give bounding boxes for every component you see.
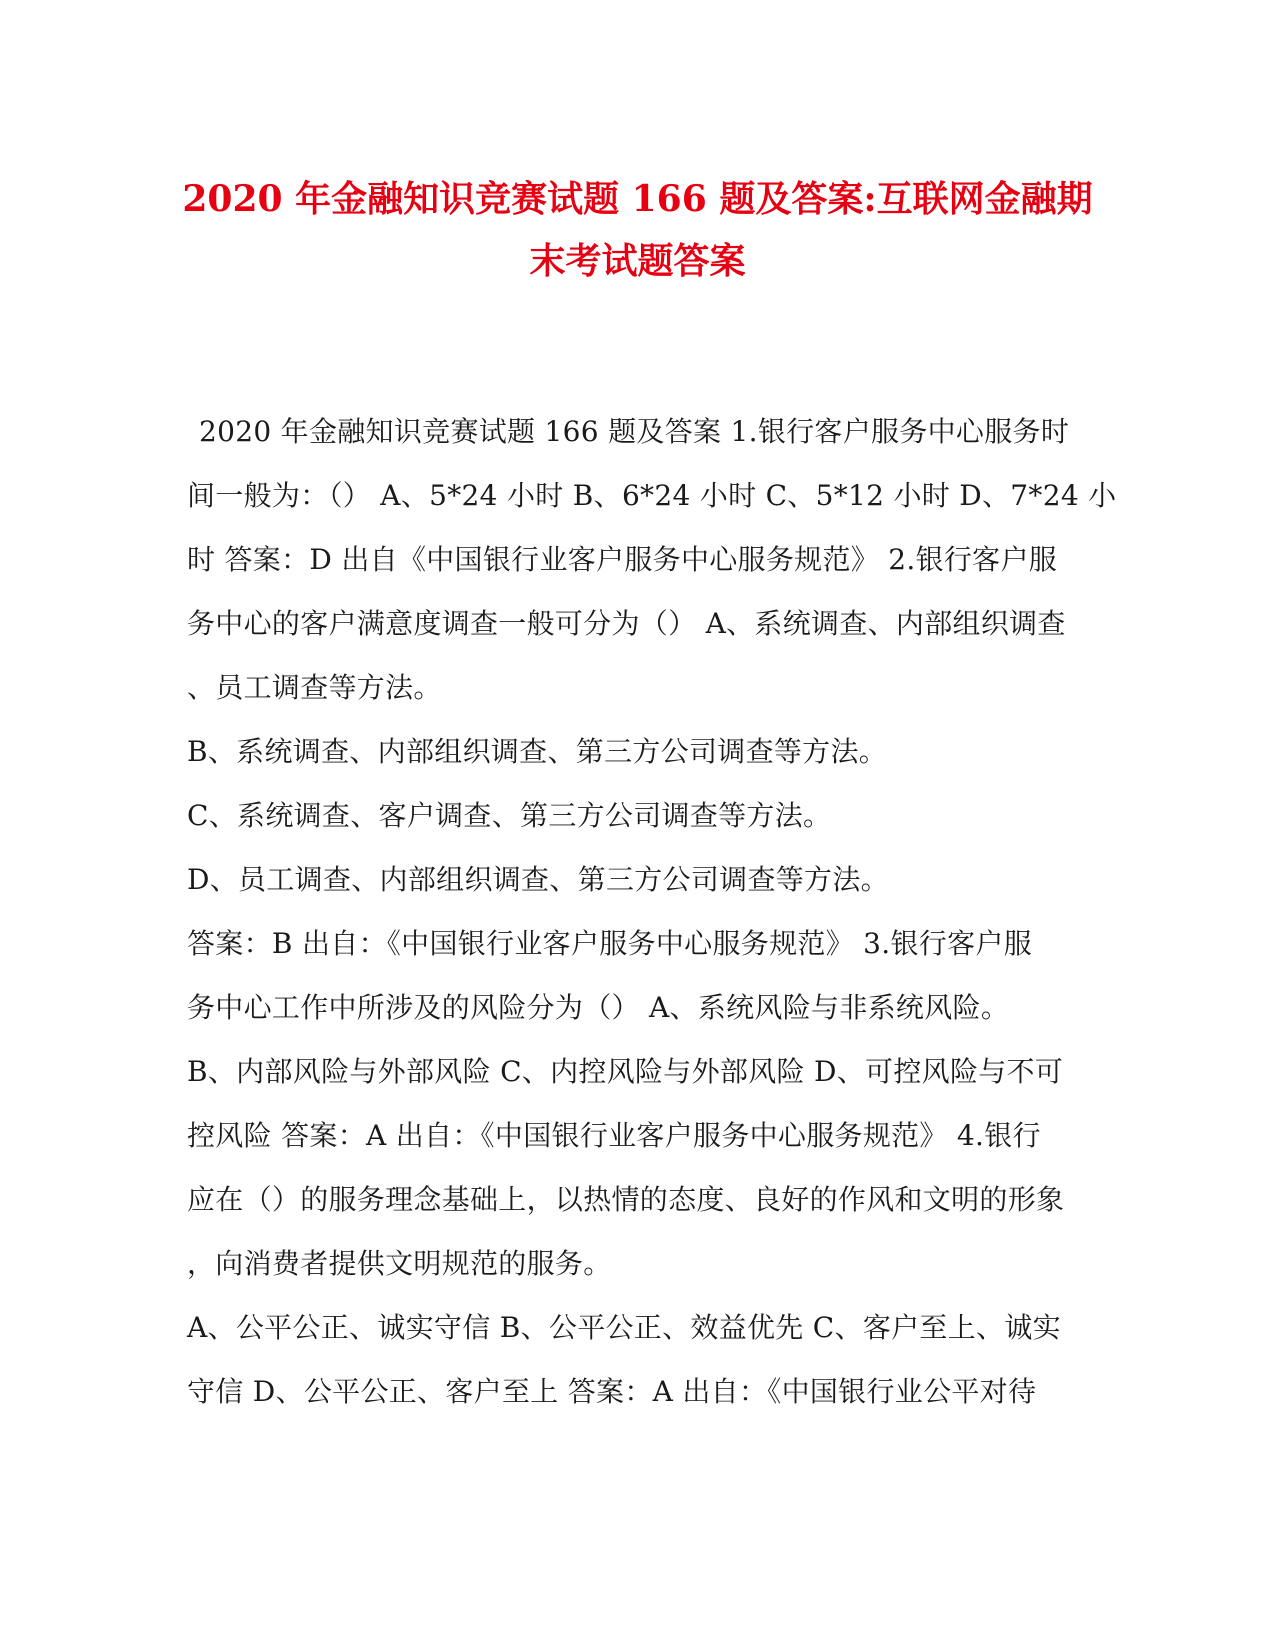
body-line: 务中心的客户满意度调查一般可分为（） A、系统调查、内部组织调查 xyxy=(187,607,1066,640)
body-line: 控风险 答案：A 出自：《中国银行业客户服务中心服务规范》 4.银行 xyxy=(187,1119,1041,1152)
body-line: 2020 年金融知识竞赛试题 166 题及答案 1.银行客户服务中心服务时 xyxy=(199,415,1070,448)
body-line: 应在（）的服务理念基础上，以热情的态度、良好的作风和文明的形象 xyxy=(187,1183,1065,1216)
body-line: B、内部风险与外部风险 C、内控风险与外部风险 D、可控风险与不可 xyxy=(187,1055,1064,1088)
body-line: 答案：B 出自：《中国银行业客户服务中心服务规范》 3.银行客户服 xyxy=(187,927,1032,960)
document-title xyxy=(150,168,1125,292)
body-line: A、公平公正、诚实守信 B、公平公正、效益优先 C、客户至上、诚实 xyxy=(187,1311,1061,1344)
title-line-2: 末考试题答案 xyxy=(529,240,746,282)
body-line: B、系统调查、内部组织调查、第三方公司调查等方法。 xyxy=(187,735,888,768)
document-body xyxy=(187,400,1117,1424)
body-line: D、员工调查、内部组织调查、第三方公司调查等方法。 xyxy=(187,863,889,896)
body-line: 务中心工作中所涉及的风险分为（） A、系统风险与非系统风险。 xyxy=(187,991,1010,1024)
body-line: 间一般为：（） A、5*24 小时 B、6*24 小时 C、5*12 小时 D、7*24 小 xyxy=(187,479,1117,512)
body-line: ，向消费者提供文明规范的服务。 xyxy=(187,1247,612,1280)
body-line: C、系统调查、客户调查、第三方公司调查等方法。 xyxy=(187,799,832,832)
body-line: 、员工调查等方法。 xyxy=(187,671,442,704)
body-line: 时 答案：D 出自《中国银行业客户服务中心服务规范》 2.银行客户服 xyxy=(187,543,1058,576)
title-line-1: 2020 年金融知识竞赛试题 166 题及答案:互联网金融期 xyxy=(182,178,1093,220)
body-line: 守信 D、公平公正、客户至上 答案：A 出自：《中国银行业公平对待 xyxy=(187,1375,1037,1408)
